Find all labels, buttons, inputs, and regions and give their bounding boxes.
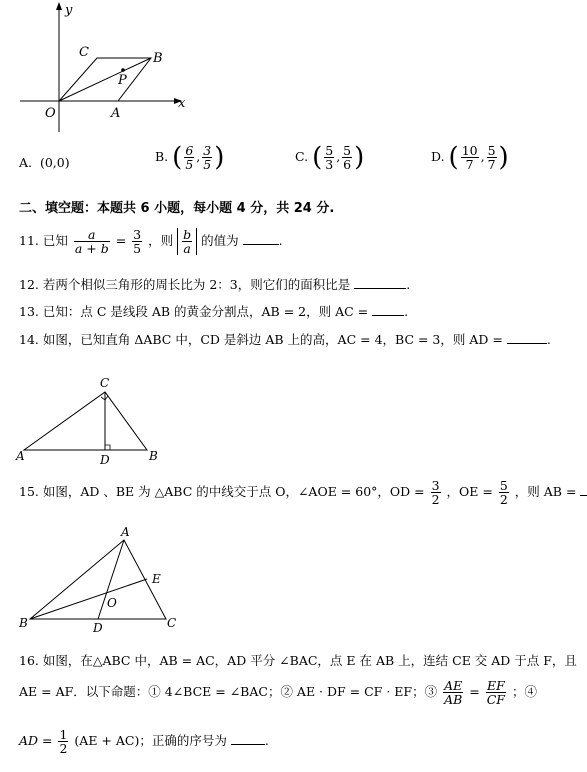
medians-figure	[0, 525, 200, 638]
q11-answer-blank[interactable]	[243, 232, 279, 245]
q16-line3b: (AE + AC)；正确的序号为	[74, 733, 227, 748]
q16-answer-blank[interactable]	[231, 732, 265, 745]
fig3-label-E: E	[152, 572, 161, 586]
q14-end: .	[546, 332, 551, 347]
q16-line1: 16. 如图，在△ABC 中，AB = AC，AD 平分 ∠BAC，点 E 在 AB 上，连结 CE 交 AD 于点 F，且	[19, 653, 577, 668]
q15-od-den: 2	[431, 492, 440, 507]
option-c-label: C.	[295, 149, 309, 164]
q15-answer-blank[interactable]	[580, 483, 587, 496]
option-d-n1: 10	[461, 143, 478, 158]
option-d-d2: 7	[487, 157, 496, 172]
fig3-label-O: O	[107, 596, 117, 610]
question-14	[19, 330, 551, 348]
q13-end: .	[404, 304, 409, 319]
label-O: O	[45, 106, 56, 121]
option-d-label: D.	[431, 149, 445, 164]
option-d[interactable]: D. ( $\frac{10}{7}$ , $\frac{5}{7}$ )	[431, 142, 509, 173]
option-c[interactable]: C. ( $\frac{5}{3}$ , $\frac{5}{6}$ )	[295, 142, 365, 173]
q11-post: 的值为	[201, 233, 239, 248]
q15-mid: ，OE =	[446, 484, 493, 499]
q15-prefix: 15. 如图，AD 、BE 为 △ABC 的中线交于点 O，∠AOE = 60°，OD =	[19, 484, 425, 499]
option-b-d1: 5	[185, 157, 194, 172]
q11-abs-den: a	[183, 241, 191, 256]
fig2-label-A: A	[16, 449, 25, 463]
q16-frac1-den: AB	[444, 692, 463, 707]
label-x: x	[178, 96, 186, 111]
q11-eq: =	[115, 233, 127, 248]
q12-text: 12. 若两个相似三角形的周长比为 2：3，则它们的面积比是	[19, 277, 351, 292]
option-b-label: B.	[155, 149, 169, 164]
question-12	[19, 275, 410, 293]
section-2-title: 二、填空题：本题共 6 小题，每小题 4 分，共 24 分.	[19, 201, 335, 216]
question-16-line-1	[19, 651, 577, 669]
fig3-label-D: D	[93, 621, 103, 635]
q15-post: ，则 AB =	[514, 484, 577, 499]
option-a[interactable]	[19, 155, 70, 170]
fig2-label-B: B	[149, 449, 158, 463]
coordinate-figure	[0, 0, 200, 140]
option-a-value: (0,0)	[39, 155, 70, 170]
q11-ratio-num: 3	[133, 227, 142, 242]
q11-mid: ，则	[148, 233, 174, 248]
q13-text: 13. 已知：点 C 是线段 AB 的黄金分割点，AB = 2，则 AC =	[19, 304, 369, 319]
q16-frac2-num: EF	[486, 678, 505, 693]
option-d-n2: 5	[487, 143, 496, 158]
fig2-label-C: C	[100, 376, 110, 390]
y-axis-arrow	[56, 2, 62, 10]
q11-prefix: 11. 已知	[19, 233, 68, 248]
option-b-n2: 3	[203, 143, 212, 158]
label-P: P	[118, 73, 127, 88]
q16-frac2-den: CF	[486, 692, 505, 707]
q13-answer-blank[interactable]	[372, 303, 404, 316]
label-B: B	[153, 51, 163, 66]
q16-frac1-num: AE	[444, 678, 463, 693]
fig3-label-B: B	[19, 616, 28, 630]
option-b[interactable]: B. ( $\frac{6}{5}$ , $\frac{3}{5}$ )	[155, 142, 225, 173]
q16-line2b: ；④	[511, 684, 537, 699]
option-c-d2: 6	[343, 157, 352, 172]
fig3-label-A: A	[121, 525, 130, 539]
point-P	[121, 68, 125, 72]
q14-answer-blank[interactable]	[507, 331, 547, 344]
triangle-ABC	[24, 392, 147, 450]
option-c-n1: 5	[325, 143, 334, 158]
q15-od-num: 3	[431, 478, 440, 493]
fig3-label-C: C	[167, 616, 177, 630]
q16-end: .	[264, 733, 269, 748]
q16-half-den: 2	[59, 741, 68, 756]
q16-line3a: AD =	[19, 733, 53, 748]
diagonal-OB	[59, 58, 151, 101]
question-16-line-3	[19, 728, 269, 755]
question-15	[19, 479, 587, 506]
median-BE	[30, 579, 147, 619]
option-b-n1: 6	[185, 143, 194, 158]
q11-abs-num: b	[183, 227, 192, 242]
q14-text: 14. 如图，已知直角 ΔABC 中，CD 是斜边 AB 上的高，AC = 4，BC = 3，则 AD =	[19, 332, 503, 347]
label-C: C	[79, 45, 89, 60]
option-d-d1: 7	[461, 157, 479, 171]
right-angle-mark-D	[105, 445, 110, 450]
option-c-d1: 3	[325, 157, 334, 172]
q16-eq: =	[469, 684, 480, 699]
q11-frac-den: a + b	[74, 241, 109, 256]
option-c-n2: 5	[343, 143, 352, 158]
q16-line2a: AE = AF．以下命题：① 4∠BCE = ∠BAC；② AE · DF = CF · EF；③	[19, 684, 438, 699]
q15-oe-den: 2	[499, 492, 508, 507]
right-triangle-figure	[0, 370, 200, 470]
q11-end: .	[278, 233, 283, 248]
option-a-label: A.	[19, 155, 33, 170]
q12-answer-blank[interactable]	[354, 276, 406, 289]
fig2-label-D: D	[100, 453, 110, 467]
option-b-d2: 5	[203, 157, 212, 172]
q11-ratio-den: 5	[133, 241, 142, 256]
q11-frac-num: a	[88, 227, 96, 242]
question-11	[19, 228, 283, 255]
q16-half-num: 1	[59, 727, 68, 742]
q12-end: .	[406, 277, 411, 292]
question-16-line-2	[19, 679, 537, 706]
question-13	[19, 302, 408, 320]
label-A: A	[111, 106, 121, 121]
q15-oe-num: 5	[499, 478, 508, 493]
label-y: y	[65, 3, 73, 18]
